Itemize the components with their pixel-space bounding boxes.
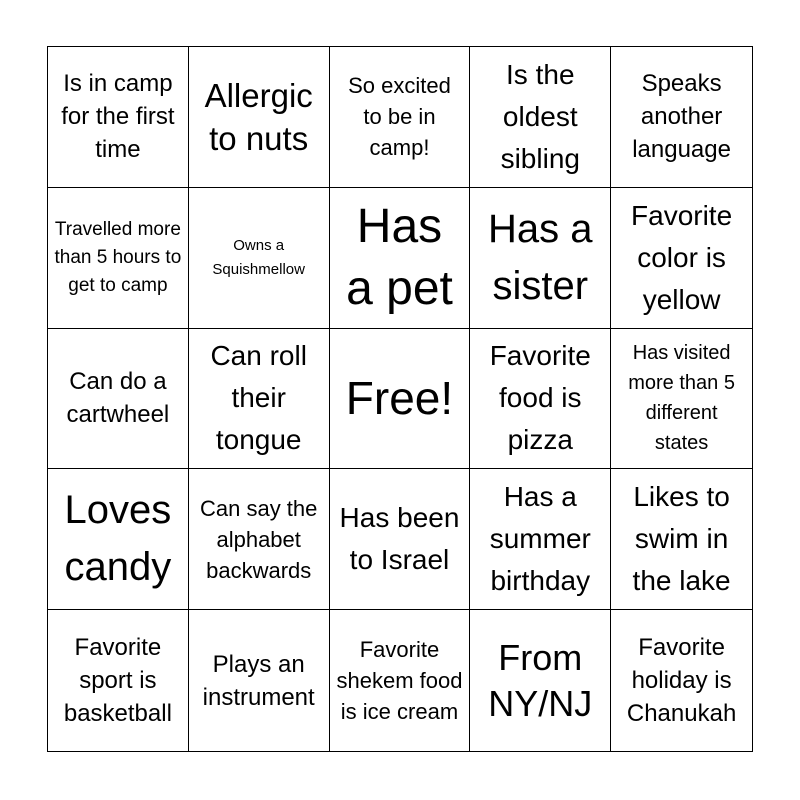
cell-text: Allergic to nuts: [204, 76, 313, 157]
bingo-cell[interactable]: [611, 47, 752, 188]
bingo-cell[interactable]: [330, 47, 471, 188]
bingo-cell[interactable]: [470, 469, 611, 610]
cell-text: Is in camp for the first time: [61, 70, 175, 164]
bingo-cell[interactable]: [470, 47, 611, 188]
bingo-cell[interactable]: [48, 469, 189, 610]
cell-text: Loves candy: [64, 488, 172, 590]
bingo-cell[interactable]: [470, 610, 611, 751]
cell-text: Travelled more than 5 hours to get to camp: [54, 218, 182, 296]
bingo-cell[interactable]: [611, 610, 752, 751]
bingo-cell[interactable]: [611, 329, 752, 470]
bingo-cell[interactable]: [611, 188, 752, 329]
cell-text: Can roll their tongue: [210, 340, 307, 456]
bingo-cell[interactable]: [470, 188, 611, 329]
bingo-cell[interactable]: [330, 610, 471, 751]
bingo-cell[interactable]: [189, 610, 330, 751]
bingo-cell[interactable]: [48, 329, 189, 470]
bingo-cell[interactable]: [189, 47, 330, 188]
bingo-cell[interactable]: [189, 469, 330, 610]
cell-text: Has a pet: [346, 199, 453, 315]
cell-text: From NY/NJ: [488, 636, 593, 724]
cell-text: Favorite sport is basketball: [63, 634, 172, 728]
cell-text: Can do a cartwheel: [66, 368, 170, 429]
cell-text: Owns a Squishmellow: [212, 236, 305, 278]
bingo-cell[interactable]: [470, 329, 611, 470]
cell-text: Has a summer birthday: [489, 481, 591, 597]
cell-text: Has visited more than 5 different states: [628, 342, 735, 455]
cell-text: Favorite food is pizza: [489, 340, 591, 456]
cell-text: Is the oldest sibling: [500, 58, 580, 174]
bingo-board: [47, 46, 753, 752]
cell-text: Has a sister: [488, 206, 593, 308]
bingo-cell[interactable]: [48, 188, 189, 329]
cell-text: Plays an instrument: [202, 650, 315, 711]
cell-text: Speaks another language: [632, 70, 731, 164]
cell-text: Favorite holiday is Chanukah: [626, 634, 737, 728]
cell-text: Free!: [345, 372, 454, 425]
cell-text: So excited to be in camp!: [348, 73, 451, 161]
bingo-cell[interactable]: [330, 469, 471, 610]
bingo-cell[interactable]: [48, 47, 189, 188]
cell-text: Favorite shekem food is ice cream: [336, 637, 463, 725]
bingo-cell[interactable]: [330, 188, 471, 329]
cell-text: Has been to Israel: [339, 502, 460, 576]
bingo-cell[interactable]: [48, 610, 189, 751]
cell-text: Favorite color is yellow: [631, 199, 733, 315]
bingo-cell[interactable]: [611, 469, 752, 610]
bingo-cell[interactable]: [330, 329, 471, 470]
cell-text: Can say the alphabet backwards: [199, 495, 318, 583]
bingo-cell[interactable]: [189, 329, 330, 470]
cell-text: Likes to swim in the lake: [632, 481, 731, 597]
bingo-cell[interactable]: [189, 188, 330, 329]
